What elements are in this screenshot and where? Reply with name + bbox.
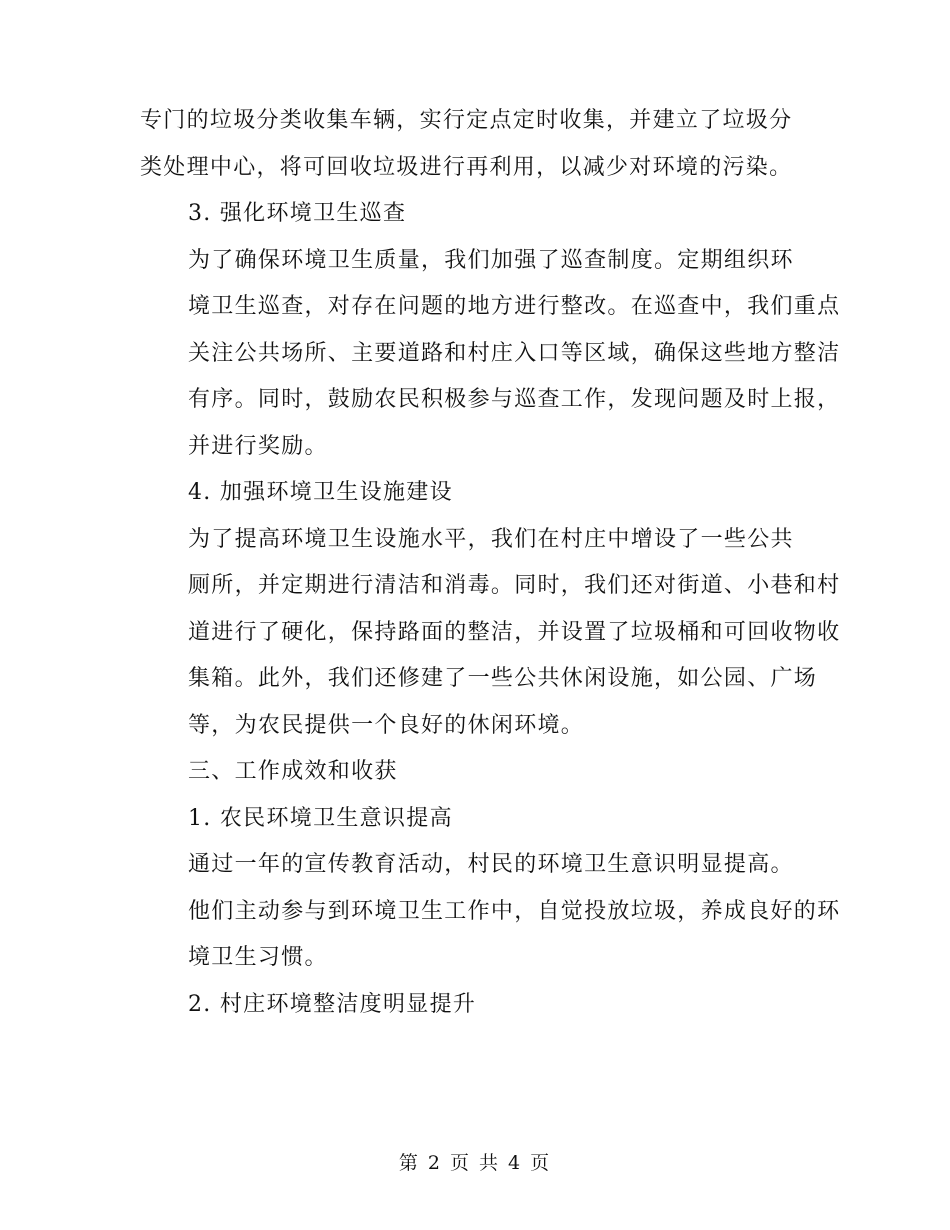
paragraph-facilities	[140, 517, 841, 750]
heading-text: 1. 农民环境卫生意识提高	[188, 805, 453, 831]
text-line: 他们主动参与到环境卫生工作中，自觉投放垃圾，养成良好的环	[188, 898, 841, 924]
text-line: 集箱。此外，我们还修建了一些公共休闲设施，如公园、广场	[188, 666, 818, 691]
text-line: 为了提高环境卫生设施水平，我们在村庄中增设了一些公共	[188, 526, 794, 552]
text-line: 道进行了硬化，保持路面的整洁，并设置了垃圾桶和可回收物收	[188, 619, 841, 645]
section-heading	[140, 470, 805, 517]
text-line: 专门的垃圾分类收集车辆，实行定点定时收集，并建立了垃圾分	[140, 108, 793, 133]
text-line: 并进行奖励。	[188, 433, 328, 459]
text-line: 为了确保环境卫生质量，我们加强了巡查制度。定期组织环	[188, 247, 794, 273]
text-line: 类处理中心，将可回收垃圾进行再利用，以减少对环境的污染。	[140, 154, 793, 180]
section-heading	[140, 749, 805, 796]
heading-text: 三、工作成效和收获	[188, 759, 398, 784]
heading-text: 3. 强化环境卫生巡查	[188, 201, 407, 226]
text-line: 有序。同时，鼓励农民积极参与巡查工作，发现问题及时上报，	[188, 387, 841, 412]
section-heading	[140, 796, 805, 843]
text-line: 境卫生习惯。	[188, 945, 328, 970]
paragraph-continuation	[140, 98, 805, 191]
text-line: 通过一年的宣传教育活动，村民的环境卫生意识明显提高。	[188, 852, 794, 877]
document-body	[140, 98, 841, 1028]
paragraph-awareness	[140, 842, 841, 982]
text-line: 境卫生巡查，对存在问题的地方进行整改。在巡查中，我们重点	[188, 294, 841, 319]
page-footer: 第 2 页 共 4 页	[398, 1152, 552, 1174]
section-heading	[140, 982, 805, 1029]
heading-text: 4. 加强环境卫生设施建设	[188, 480, 453, 505]
text-line: 关注公共场所、主要道路和村庄入口等区域，确保这些地方整洁	[188, 340, 841, 366]
section-heading	[140, 191, 805, 238]
text-line: 厕所，并定期进行清洁和消毒。同时，我们还对街道、小巷和村	[188, 573, 841, 598]
heading-text: 2. 村庄环境整洁度明显提升	[188, 991, 477, 1017]
paragraph-inspection	[140, 238, 841, 471]
text-line: 等，为农民提供一个良好的休闲环境。	[188, 712, 585, 738]
